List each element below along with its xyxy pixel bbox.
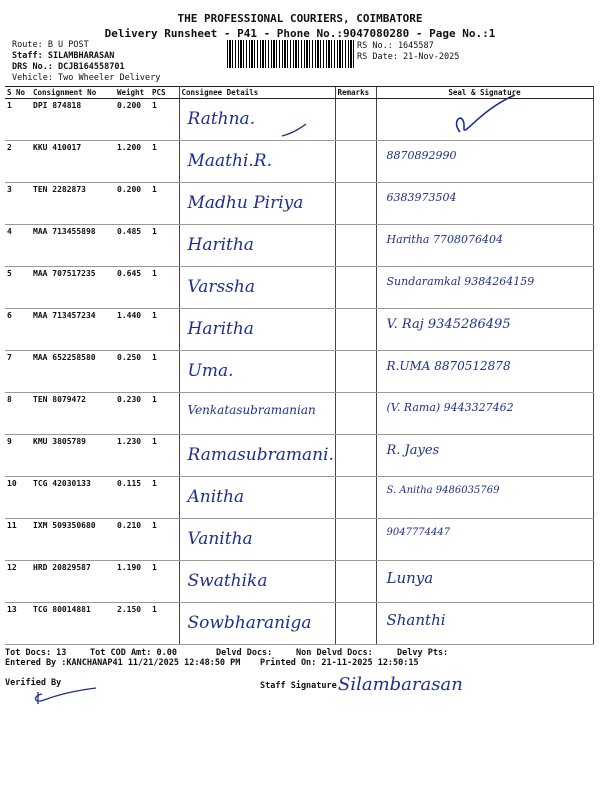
row-pcs: 1 bbox=[150, 99, 179, 141]
row-remarks bbox=[335, 309, 376, 351]
row-signature: R.UMA 8870512878 bbox=[386, 359, 511, 373]
rs-no-label: RS No.: 1645587 bbox=[357, 41, 434, 51]
table-row bbox=[5, 603, 593, 645]
row-weight: 1.230 bbox=[115, 435, 150, 477]
row-consignee-cell bbox=[179, 477, 335, 519]
row-signature: (V. Rama) 9443327462 bbox=[386, 401, 514, 414]
row-weight: 0.645 bbox=[115, 267, 150, 309]
row-consignee-name: Uma. bbox=[187, 361, 234, 381]
row-pcs: 1 bbox=[150, 351, 179, 393]
table-row bbox=[5, 225, 593, 267]
row-weight: 0.115 bbox=[115, 477, 150, 519]
row-sno: 2 bbox=[5, 141, 31, 183]
row-sno: 3 bbox=[5, 183, 31, 225]
col-consignee: Consignee Details bbox=[179, 87, 335, 99]
row-pcs: 1 bbox=[150, 561, 179, 603]
row-weight: 2.150 bbox=[115, 603, 150, 645]
col-sno: S No bbox=[5, 87, 31, 99]
row-consignee-cell bbox=[179, 393, 335, 435]
verified-by-label: Verified By bbox=[5, 678, 62, 688]
row-consignee-name: Venkatasubramanian bbox=[187, 403, 316, 417]
printed-on: Printed On: 21-11-2025 12:50:15 bbox=[260, 658, 419, 668]
tot-docs: Tot Docs: 13 bbox=[5, 648, 67, 658]
row-signature: S. Anitha 9486035769 bbox=[386, 485, 500, 496]
row-signature: Haritha 7708076404 bbox=[386, 233, 503, 246]
row-signature: Sundaramkal 9384264159 bbox=[386, 275, 535, 288]
row-pcs: 1 bbox=[150, 267, 179, 309]
row-weight: 1.440 bbox=[115, 309, 150, 351]
row-consignee-name: Sowbharaniga bbox=[187, 613, 312, 633]
row-signature-cell bbox=[376, 141, 593, 183]
row-weight: 0.230 bbox=[115, 393, 150, 435]
row-consignee-cell bbox=[179, 141, 335, 183]
verifier-signature-icon bbox=[30, 686, 100, 706]
row-consignee-name: Rathna. bbox=[187, 109, 256, 129]
row-signature-cell bbox=[376, 561, 593, 603]
row-sno: 10 bbox=[5, 477, 31, 519]
table-row bbox=[5, 561, 593, 603]
row-consignee-name: Varssha bbox=[187, 277, 256, 297]
row-consignee-name: Maathi.R. bbox=[187, 151, 273, 171]
row-remarks bbox=[335, 561, 376, 603]
row-weight: 0.200 bbox=[115, 99, 150, 141]
row-weight: 0.250 bbox=[115, 351, 150, 393]
row-sno: 4 bbox=[5, 225, 31, 267]
row-consignment-no: TEN 8079472 bbox=[31, 393, 115, 435]
row-sno: 11 bbox=[5, 519, 31, 561]
row-signature-cell bbox=[376, 393, 593, 435]
row-signature: 9047774447 bbox=[386, 527, 451, 538]
signature-scribble-icon bbox=[440, 90, 520, 140]
row-weight: 0.200 bbox=[115, 183, 150, 225]
row-consignee-name: Anitha bbox=[187, 487, 245, 507]
row-pcs: 1 bbox=[150, 603, 179, 645]
col-pcs: PCS bbox=[150, 87, 179, 99]
row-consignment-no: MAA 713455898 bbox=[31, 225, 115, 267]
row-remarks bbox=[335, 141, 376, 183]
row-sno: 6 bbox=[5, 309, 31, 351]
staff-signature-label: Staff Signature bbox=[260, 681, 337, 691]
row-remarks bbox=[335, 267, 376, 309]
row-sno: 8 bbox=[5, 393, 31, 435]
row-pcs: 1 bbox=[150, 393, 179, 435]
row-signature: 6383973504 bbox=[386, 191, 457, 204]
row-signature-cell bbox=[376, 519, 593, 561]
row-signature: 8870892990 bbox=[386, 149, 457, 162]
runsheet-subtitle: Delivery Runsheet - P41 - Phone No.:9047080280 - Page No.:1 bbox=[104, 27, 496, 40]
row-remarks bbox=[335, 183, 376, 225]
row-signature-cell bbox=[376, 351, 593, 393]
row-consignee-cell bbox=[179, 183, 335, 225]
row-consignment-no: IXM 509350680 bbox=[31, 519, 115, 561]
table-row bbox=[5, 477, 593, 519]
company-title: THE PROFESSIONAL COURIERS, COIMBATORE bbox=[177, 12, 423, 25]
row-pcs: 1 bbox=[150, 477, 179, 519]
row-consignment-no: HRD 20829587 bbox=[31, 561, 115, 603]
row-remarks bbox=[335, 351, 376, 393]
row-consignee-name: Swathika bbox=[187, 571, 268, 591]
row-consignment-no: MAA 652258580 bbox=[31, 351, 115, 393]
table-row bbox=[5, 141, 593, 183]
table-row bbox=[5, 267, 593, 309]
row-consignee-cell bbox=[179, 603, 335, 645]
entered-by: Entered By :KANCHANAP41 11/21/2025 12:48:50 PM bbox=[5, 658, 241, 668]
row-pcs: 1 bbox=[150, 309, 179, 351]
row-consignment-no: TCG 42030133 bbox=[31, 477, 115, 519]
runsheet-table bbox=[5, 86, 594, 645]
row-consignment-no: MAA 707517235 bbox=[31, 267, 115, 309]
row-consignment-no: KKU 410017 bbox=[31, 141, 115, 183]
row-pcs: 1 bbox=[150, 183, 179, 225]
row-signature-cell bbox=[376, 267, 593, 309]
row-consignment-no: DPI 874818 bbox=[31, 99, 115, 141]
table-row bbox=[5, 519, 593, 561]
row-signature-cell bbox=[376, 435, 593, 477]
row-consignee-cell bbox=[179, 225, 335, 267]
row-sno: 13 bbox=[5, 603, 31, 645]
row-pcs: 1 bbox=[150, 225, 179, 267]
table-row bbox=[5, 435, 593, 477]
row-consignment-no: TCG 80014881 bbox=[31, 603, 115, 645]
table-row bbox=[5, 351, 593, 393]
delvd-docs: Delvd Docs: bbox=[216, 648, 273, 658]
row-consignee-name: Haritha bbox=[187, 319, 254, 339]
row-pcs: 1 bbox=[150, 435, 179, 477]
row-signature: Shanthi bbox=[386, 611, 446, 629]
row-pcs: 1 bbox=[150, 519, 179, 561]
row-remarks bbox=[335, 477, 376, 519]
row-remarks bbox=[335, 435, 376, 477]
rs-date-label: RS Date: 21-Nov-2025 bbox=[357, 52, 460, 62]
row-consignee-cell bbox=[179, 351, 335, 393]
col-consignment: Consignment No bbox=[31, 87, 115, 99]
row-weight: 0.485 bbox=[115, 225, 150, 267]
vehicle-label: Vehicle: Two Wheeler Delivery bbox=[12, 73, 161, 83]
row-consignee-cell bbox=[179, 99, 335, 141]
row-consignment-no: KMU 3805789 bbox=[31, 435, 115, 477]
col-remarks: Remarks bbox=[335, 87, 376, 99]
row-signature: Lunya bbox=[386, 569, 434, 587]
row-consignee-cell bbox=[179, 519, 335, 561]
row-consignee-cell bbox=[179, 267, 335, 309]
row-weight: 1.200 bbox=[115, 141, 150, 183]
col-signature: Seal & Signature bbox=[376, 87, 593, 99]
row-remarks bbox=[335, 225, 376, 267]
row-consignee-name: Ramasubramani. bbox=[187, 445, 334, 465]
row-sno: 7 bbox=[5, 351, 31, 393]
row-consignee-cell bbox=[179, 435, 335, 477]
row-remarks bbox=[335, 99, 376, 141]
non-delvd-docs: Non Delvd Docs: bbox=[296, 648, 373, 658]
tick-mark-icon bbox=[280, 122, 310, 142]
route-label: Route: B U POST bbox=[12, 40, 89, 50]
row-consignment-no: TEN 2282873 bbox=[31, 183, 115, 225]
delvy-pts: Delvy Pts: bbox=[397, 648, 449, 658]
staff-label: Staff: SILAMBHARASAN bbox=[12, 51, 115, 61]
row-signature-cell bbox=[376, 225, 593, 267]
tot-cod: Tot COD Amt: 0.00 bbox=[90, 648, 177, 658]
table-row bbox=[5, 183, 593, 225]
row-signature-cell bbox=[376, 309, 593, 351]
row-consignment-no: MAA 713457234 bbox=[31, 309, 115, 351]
row-weight: 0.210 bbox=[115, 519, 150, 561]
barcode bbox=[227, 40, 354, 68]
row-weight: 1.190 bbox=[115, 561, 150, 603]
row-remarks bbox=[335, 519, 376, 561]
row-consignee-name: Madhu Piriya bbox=[187, 193, 304, 213]
row-signature-cell bbox=[376, 477, 593, 519]
table-row bbox=[5, 393, 593, 435]
drs-label: DRS No.: DCJB164558701 bbox=[12, 62, 125, 72]
row-sno: 9 bbox=[5, 435, 31, 477]
row-consignee-cell bbox=[179, 309, 335, 351]
row-sno: 12 bbox=[5, 561, 31, 603]
row-remarks bbox=[335, 603, 376, 645]
row-signature-cell bbox=[376, 183, 593, 225]
col-weight: Weight bbox=[115, 87, 150, 99]
row-consignee-name: Vanitha bbox=[187, 529, 253, 549]
row-consignee-cell bbox=[179, 561, 335, 603]
row-signature-cell bbox=[376, 603, 593, 645]
table-row bbox=[5, 309, 593, 351]
staff-signature-handwritten: Silambarasan bbox=[338, 674, 463, 695]
row-signature: V. Raj 9345286495 bbox=[386, 317, 511, 332]
row-consignee-name: Haritha bbox=[187, 235, 254, 255]
row-signature: R. Jayes bbox=[386, 443, 440, 458]
row-sno: 1 bbox=[5, 99, 31, 141]
row-pcs: 1 bbox=[150, 141, 179, 183]
row-remarks bbox=[335, 393, 376, 435]
row-sno: 5 bbox=[5, 267, 31, 309]
